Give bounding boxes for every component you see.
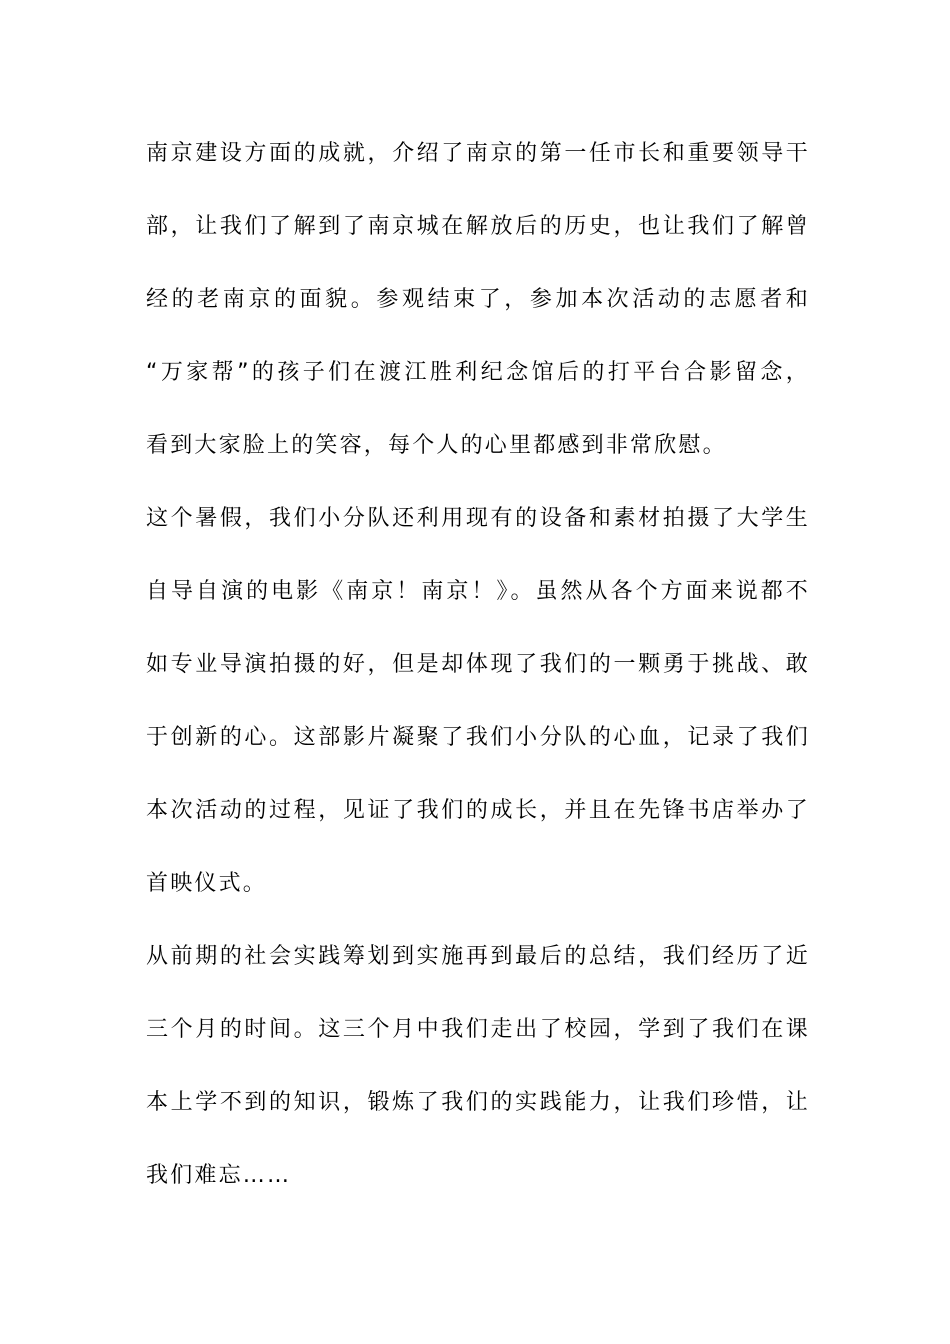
paragraph-3 — [146, 929, 810, 1221]
text-line: 如专业导演拍摄的好，但是却体现了我们的一颗勇于挑战、敢 — [146, 652, 810, 677]
paragraph-2 — [146, 491, 810, 929]
text-line: “万家帮”的孩子们在渡江胜利纪念馆后的打平台合影留念， — [146, 360, 810, 385]
text-line: 我们难忘…… — [146, 1163, 292, 1188]
text-line: 这个暑假，我们小分队还利用现有的设备和素材拍摄了大学生 — [146, 506, 810, 531]
text-line: 三个月的时间。这三个月中我们走出了校园，学到了我们在课 — [146, 1017, 810, 1042]
text-line: 部，让我们了解到了南京城在解放后的历史，也让我们了解曾 — [146, 214, 810, 239]
document-body — [146, 126, 810, 1221]
paragraph-1 — [146, 126, 810, 491]
text-line: 自导自演的电影《南京！南京！》。虽然从各个方面来说都不 — [146, 579, 810, 604]
text-line: 南京建设方面的成就，介绍了南京的第一任市长和重要领导干 — [146, 141, 810, 166]
text-line: 从前期的社会实践筹划到实施再到最后的总结，我们经历了近 — [146, 944, 810, 969]
text-line: 本上学不到的知识，锻炼了我们的实践能力，让我们珍惜，让 — [146, 1090, 810, 1115]
text-line: 看到大家脸上的笑容，每个人的心里都感到非常欣慰。 — [146, 433, 727, 458]
text-line: 经的老南京的面貌。参观结束了，参加本次活动的志愿者和 — [146, 287, 810, 312]
text-line: 首映仪式。 — [146, 871, 268, 896]
text-line: 于创新的心。这部影片凝聚了我们小分队的心血，记录了我们 — [146, 725, 810, 750]
text-line: 本次活动的过程，见证了我们的成长，并且在先锋书店举办了 — [146, 798, 810, 823]
